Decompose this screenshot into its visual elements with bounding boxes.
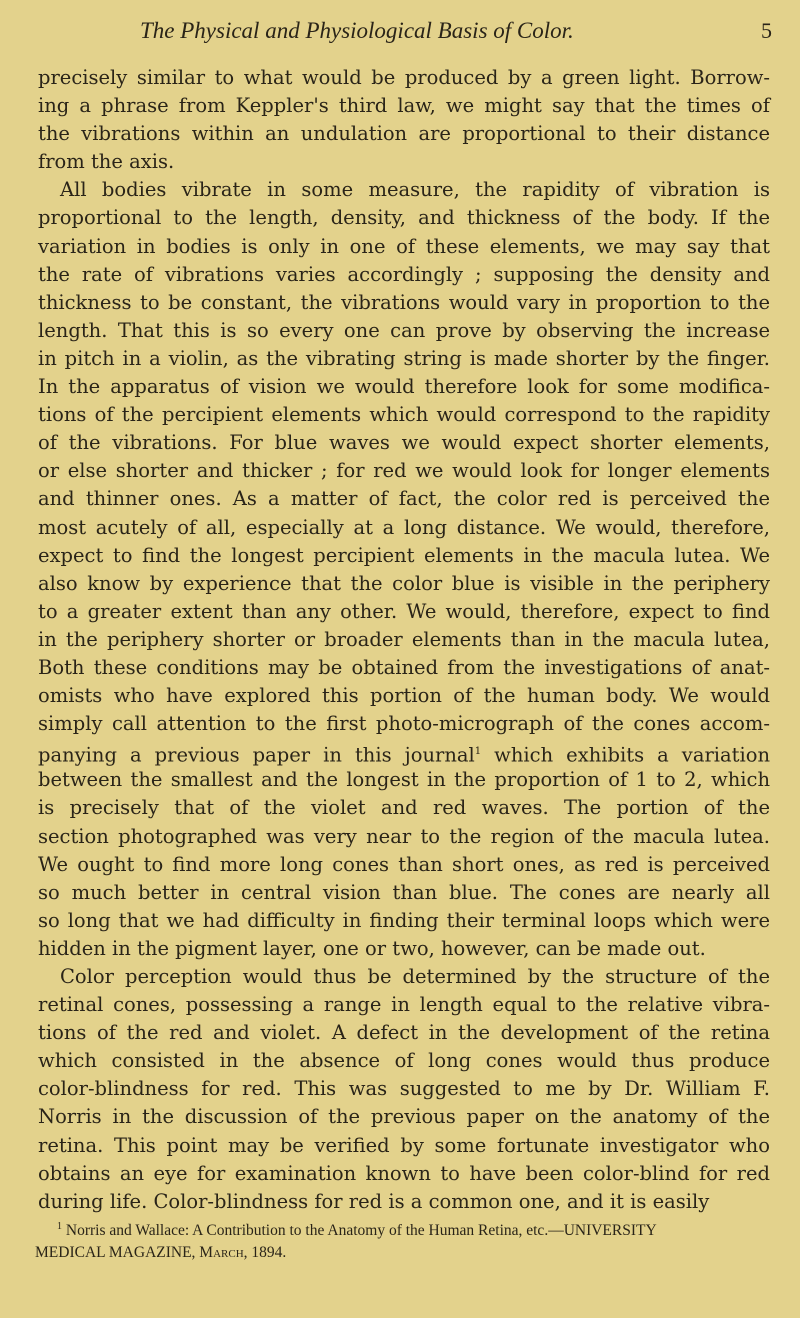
text-line: Norris in the discussion of the previous paper on the anatomy of the: [38, 1105, 770, 1129]
text-line: in the periphery shorter or broader elements than in the macula lutea,: [38, 627, 770, 651]
text-line: also know by experience that the color blue is visible in the periphery: [38, 571, 770, 595]
text-line: which consisted in the absence of long cones would thus produce: [38, 1049, 770, 1073]
text-line: in pitch in a violin, as the vibrating string is made shorter by the finger.: [38, 346, 770, 370]
text-line: so long that we had difficulty in finding their terminal loops which were: [38, 908, 770, 932]
text-line: Both these conditions may be obtained from the investigations of anat-: [38, 655, 770, 679]
text-line: expect to find the longest percipient elements in the macula lutea. We: [38, 543, 770, 567]
text-line: or else shorter and thicker ; for red we would look for longer elements: [38, 459, 770, 483]
text-line: retina. This point may be verified by some fortunate investigator who: [38, 1133, 770, 1157]
text-line: All bodies vibrate in some measure, the rapidity of vibration is: [60, 178, 770, 202]
text-line: simply call attention to the first photo-micrograph of the cones accom-: [38, 712, 770, 736]
text-line: the rate of vibrations varies accordingly ; supposing the density and: [38, 262, 770, 286]
text-line: obtains an eye for examination known to have been color-blind for red: [38, 1161, 770, 1185]
text-line: [38, 738, 770, 766]
running-title: The Physical and Physiological Basis of Color.: [140, 18, 574, 43]
footnote-line: MEDICAL MAGAZINE, March, 1894.: [35, 1244, 287, 1262]
text-line: and thinner ones. As a matter of fact, the color red is perceived the: [38, 487, 770, 511]
text-line: thickness to be constant, the vibrations would vary in proportion to the: [38, 290, 770, 314]
text-line: color-blindness for red. This was suggested to me by Dr. William F.: [38, 1077, 770, 1101]
text-line: to a greater extent than any other. We would, therefore, expect to find: [38, 599, 770, 623]
text-line: Color perception would thus be determined by the structure of the: [60, 965, 770, 988]
text-line: length. That this is so every one can prove by observing the increase: [38, 318, 770, 342]
text-line: In the apparatus of vision we would therefore look for some modifica-: [38, 375, 770, 399]
text-line: omists who have explored this portion of the human body. We would: [38, 684, 770, 708]
text-line: section photographed was very near to the region of the macula lutea.: [38, 824, 770, 848]
text-line: from the axis.: [38, 150, 175, 174]
footnote-ref: 1: [474, 746, 482, 758]
text-line: so much better in central vision than blue. The cones are nearly all: [38, 880, 770, 904]
text-line: between the smallest and the longest in the proportion of 1 to 2, which: [38, 768, 770, 792]
text-span: which exhibits a variation: [481, 743, 770, 767]
text-line: tions of the red and violet. A defect in the development of the retina: [38, 1021, 770, 1045]
text-line: is precisely that of the violet and red waves. The portion of the: [38, 796, 770, 820]
text-line: ing a phrase from Keppler's third law, we might say that the times of: [38, 94, 770, 118]
text-line: We ought to find more long cones than short ones, as red is perceived: [38, 852, 770, 876]
text-line: hidden in the pigment layer, one or two, however, can be made out.: [38, 936, 706, 960]
footnote-marker: 1: [57, 1221, 62, 1232]
text-line: retinal cones, possessing a range in length equal to the relative vibra-: [38, 993, 770, 1017]
footnote-line: Norris and Wallace: A Contribution to the Anatomy of the Human Retina, etc.—UNIVERSITY: [62, 1222, 657, 1240]
body-text: [38, 64, 770, 1216]
text-line: variation in bodies is only in one of these elements, we may say that: [38, 234, 770, 258]
text-line: tions of the percipient elements which would correspond to the rapidity: [38, 403, 770, 427]
page-number: 5: [761, 18, 772, 43]
text-line: of the vibrations. For blue waves we would expect shorter elements,: [38, 431, 770, 455]
text-span: panying a previous paper in this journal: [38, 743, 475, 767]
footnote: [35, 1216, 755, 1264]
page-header: [140, 18, 772, 48]
text-line: during life. Color-blindness for red is a common one, and it is easily: [38, 1189, 710, 1213]
text-line: proportional to the length, density, and thickness of the body. If the: [38, 206, 770, 230]
text-line: most acutely of all, especially at a long distance. We would, therefore,: [38, 515, 770, 539]
text-line: precisely similar to what would be produced by a green light. Borrow-: [38, 66, 770, 89]
text-line: the vibrations within an undulation are proportional to their distance: [38, 122, 770, 146]
